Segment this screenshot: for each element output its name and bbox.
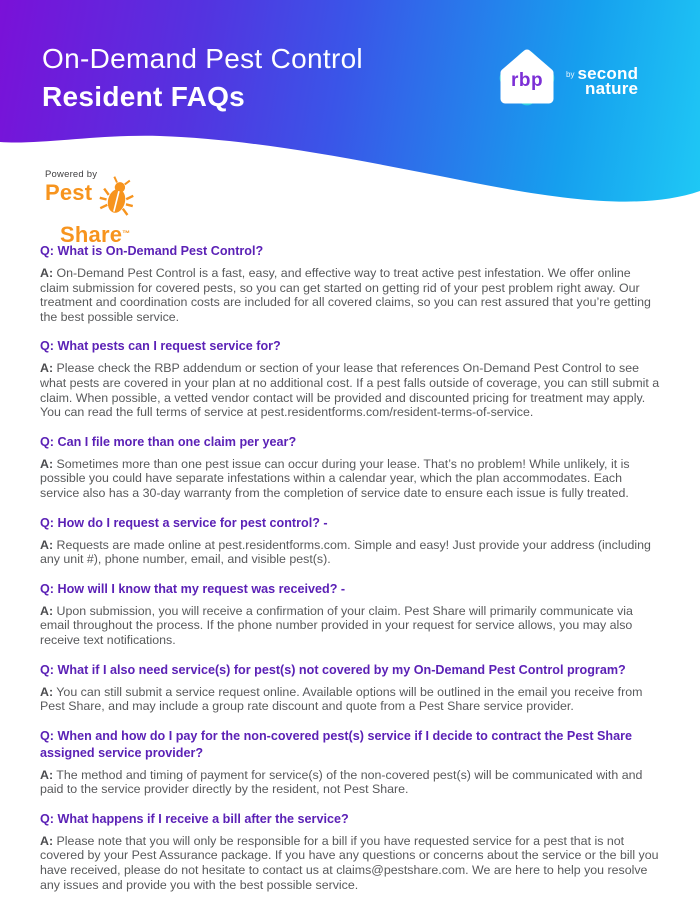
faq-item	[40, 243, 662, 324]
faq-question: Q: How do I request a service for pest control? -	[40, 515, 328, 530]
faq-list	[40, 243, 662, 906]
pestshare-word-share: Share™	[60, 222, 131, 247]
faq-item	[40, 581, 662, 648]
faq-item	[40, 515, 662, 567]
faq-question: Q: What is On-Demand Pest Control?	[40, 244, 264, 258]
trademark-symbol: ™	[122, 229, 131, 238]
faq-answer	[40, 361, 662, 419]
faq-item	[40, 338, 662, 419]
faq-item	[40, 662, 662, 714]
answer-prefix: A:	[40, 361, 54, 376]
answer-prefix: A:	[40, 833, 54, 848]
faq-question: Q: Can I file more than one claim per year?	[40, 434, 297, 449]
faq-item	[40, 728, 662, 797]
faq-item	[40, 434, 662, 501]
second-nature-wordmark	[577, 66, 638, 96]
answer-prefix: A:	[40, 603, 54, 618]
faq-answer	[40, 266, 662, 324]
bug-icon	[98, 176, 136, 222]
second-nature-by-label: by	[566, 70, 575, 79]
faq-answer	[40, 604, 662, 648]
faq-answer	[40, 768, 662, 797]
answer-prefix: A:	[40, 456, 54, 471]
answer-text: On-Demand Pest Control is a fast, easy, and effective way to treat active pest infestation. We offer online claim submission for covered pests, so you can get started on getting rid of your pest problem right away. Our treatment and coordination costs are included for all covered claims, so you can rest assured that you’re getting the best possible service.	[40, 266, 651, 324]
answer-prefix: A:	[40, 767, 54, 782]
powered-by-label: Powered by	[45, 169, 98, 180]
faq-answer	[40, 538, 662, 567]
second-nature-line2: nature	[585, 79, 639, 98]
page-title-line2: Resident FAQs	[42, 81, 246, 112]
answer-text: Requests are made online at pest.residentforms.com. Simple and easy! Just provide your address (including any unit #), phone number, email, and visible pest(s).	[40, 537, 651, 567]
answer-text: Upon submission, you will receive a confirmation of your claim. Pest Share will primarily communicate via email throughout the process. If the phone number provided in your request for service allows, you may also receive text notifications.	[40, 603, 633, 647]
faq-question: Q: When and how do I pay for the non-covered pest(s) service if I decide to contract the Pest Share assigned service provider?	[40, 728, 633, 760]
rbp-logo-text: rbp	[510, 70, 544, 91]
answer-prefix: A:	[40, 684, 54, 699]
answer-text: You can still submit a service request online. Available options will be outlined in the email you receive from Pest Share, and may include a group rate discount and quote from a Pest Share service provider.	[40, 684, 643, 714]
answer-text: Please check the RBP addendum or section of your lease that references On-Demand Pest Control to see what pests are covered in your plan at no additional cost. If a pest falls outside of coverage, you can still submit a claim. When possible, a vetted vendor contact will be provided and discounted pricing for treatment may apply. You can read the full terms of service at pest.residentforms.com/resident-terms-of-service.	[40, 361, 660, 420]
page-title-line1: On-Demand Pest Control	[42, 43, 363, 74]
second-nature-line1: second	[577, 64, 639, 83]
faq-question: Q: What pests can I request service for?	[40, 339, 281, 354]
second-nature-logo	[566, 66, 638, 96]
answer-text: The method and timing of payment for service(s) of the non-covered pest(s) will be communicated with and paid to the service provider directly by the resident, not Pest Share.	[40, 767, 643, 797]
pestshare-word-pest: Pest	[45, 180, 93, 205]
faq-answer	[40, 457, 662, 501]
rbp-logo	[498, 46, 556, 110]
faq-item	[40, 811, 662, 892]
answer-text: Please note that you will only be responsible for a bill if you have requested service for a pest that is not covered by your Pest Assurance package. If you have any questions or concerns about the service or the bill you have received, please do not hesitate to contact us at claims@pestshare.com. We are here to help you resolve any issues and provide you with the best possible service.	[40, 833, 659, 892]
faq-answer	[40, 685, 662, 714]
faq-answer	[40, 834, 662, 892]
answer-text: Sometimes more than one pest issue can occur during your lease. That’s no problem! While unlikely, it is possible you could have separate infestations within a calendar year, which the plan accommodates. Each service also has a 30-day warranty from the completion of service date to ensure each issue is fully treated.	[40, 456, 630, 500]
answer-prefix: A:	[40, 537, 54, 552]
pestshare-logo	[45, 169, 195, 246]
page-title	[42, 42, 363, 114]
answer-prefix: A:	[40, 266, 54, 280]
faq-question: Q: How will I know that my request was received? -	[40, 581, 346, 596]
faq-question: Q: What if I also need service(s) for pest(s) not covered by my On-Demand Pest Control program?	[40, 662, 626, 677]
faq-question: Q: What happens if I receive a bill after the service?	[40, 811, 349, 826]
